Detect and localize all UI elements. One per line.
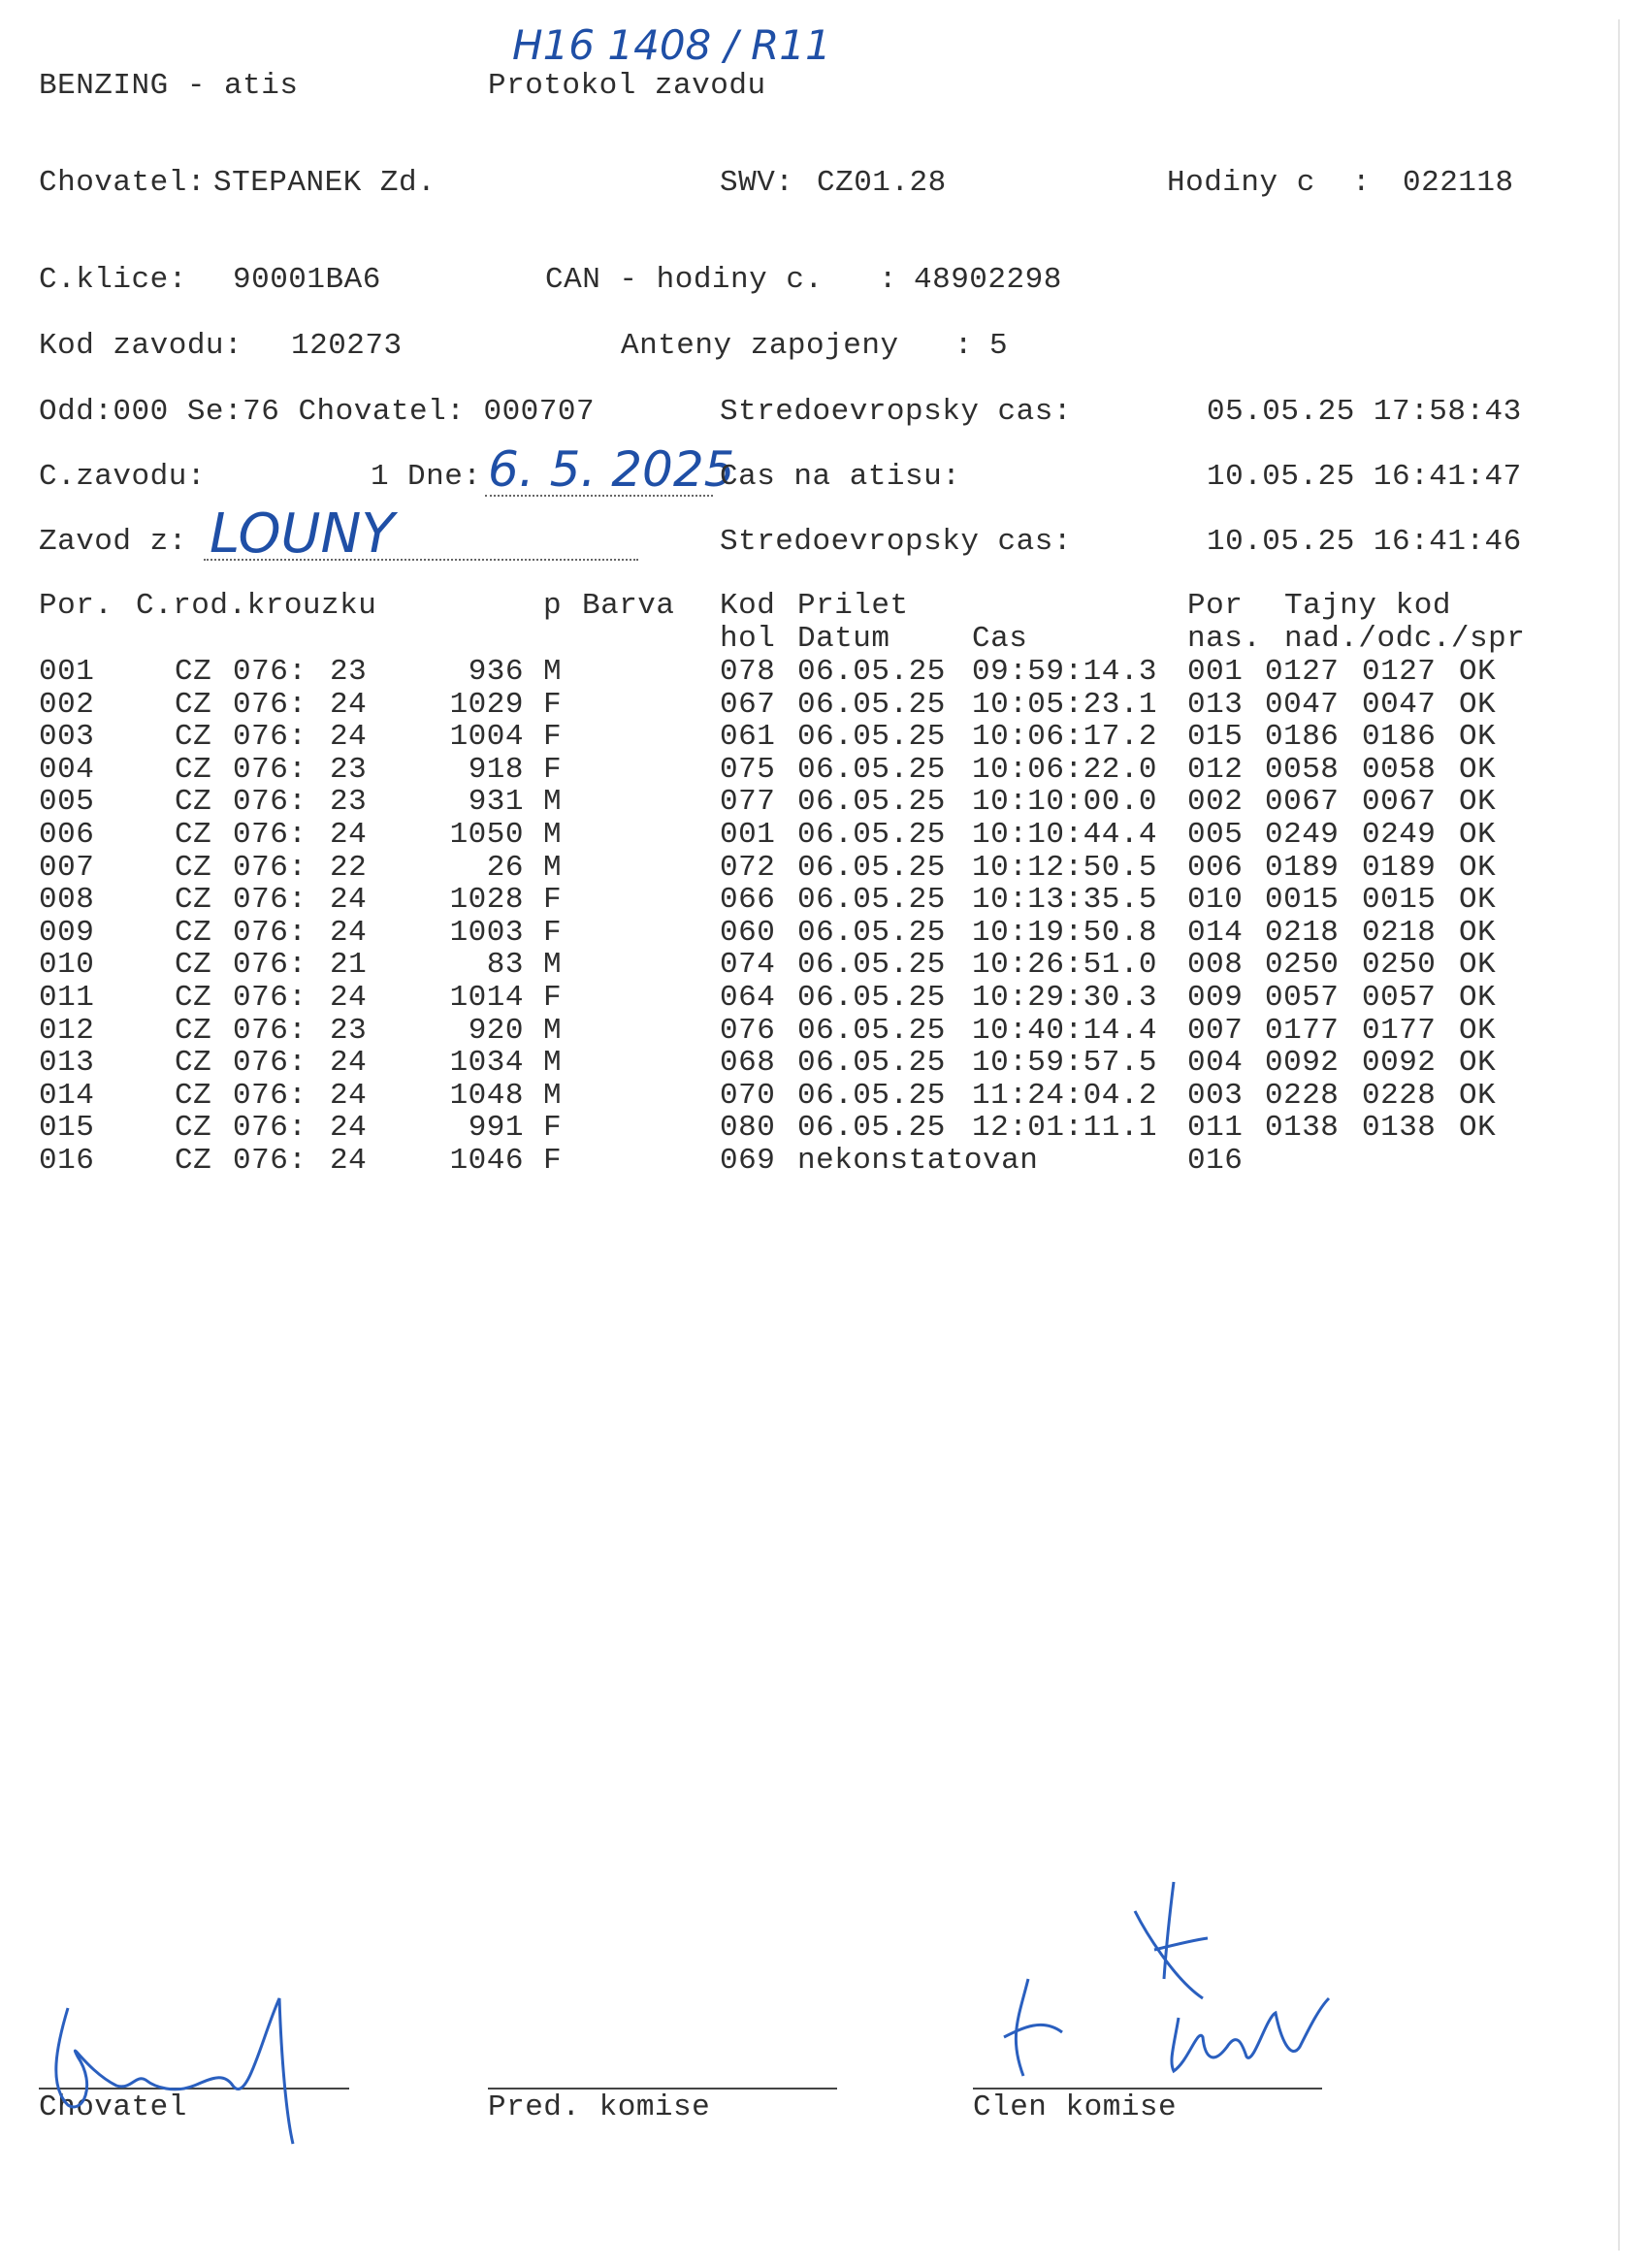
cell-country: CZ: [175, 720, 212, 755]
cell-order: 006: [1187, 850, 1244, 885]
cell-secret-code-1: 0047: [1265, 687, 1340, 722]
cell-code: 077: [720, 785, 776, 820]
member-signature: [999, 1872, 1348, 2095]
cell-order: 007: [1187, 1013, 1244, 1048]
cell-status: OK: [1459, 752, 1497, 787]
cell-country: CZ: [175, 948, 212, 983]
cell-secret-code-2: 0015: [1362, 883, 1437, 918]
cell-time: 10:10:44.4: [972, 817, 1158, 852]
cell-secret-code-1: 0186: [1265, 720, 1340, 755]
cell-order: 012: [1187, 752, 1244, 787]
cell-ring: 1050: [449, 817, 524, 852]
cell-org: 076:: [233, 1046, 307, 1081]
cell-position: 001: [39, 655, 95, 689]
system-name: BENZING - atis: [39, 69, 299, 103]
breeder-signature: [39, 1979, 310, 2154]
cell-country: CZ: [175, 1013, 212, 1048]
cell-sex: F: [543, 1143, 563, 1178]
cell-status: OK: [1459, 1046, 1497, 1081]
results-table: [0, 656, 1649, 1178]
cell-secret-code-1: 0228: [1265, 1078, 1340, 1113]
cell-status: OK: [1459, 1078, 1497, 1113]
cell-time: 10:10:00.0: [972, 785, 1158, 820]
document-title: Protokol zavodu: [488, 69, 766, 103]
cell-org: 076:: [233, 1111, 307, 1146]
cell-ring: 1003: [449, 915, 524, 950]
table-row: [0, 1015, 1649, 1048]
cell-sex: M: [543, 817, 563, 852]
cell-time: 10:13:35.5: [972, 883, 1158, 918]
col-date: Datum: [797, 622, 890, 656]
cell-org: 076:: [233, 948, 307, 983]
cell-date: 06.05.25: [797, 785, 946, 820]
cell-code: 070: [720, 1078, 776, 1113]
table-row: [0, 656, 1649, 689]
table-row: [0, 819, 1649, 852]
cell-order: 005: [1187, 817, 1244, 852]
table-row: [0, 1047, 1649, 1080]
cell-code: 060: [720, 915, 776, 950]
col-code-2: hol: [720, 622, 776, 656]
cell-order: 004: [1187, 1046, 1244, 1081]
cell-secret-code-2: 0177: [1362, 1013, 1437, 1048]
cell-position: 011: [39, 980, 95, 1015]
cell-org: 076:: [233, 785, 307, 820]
cell-country: CZ: [175, 980, 212, 1015]
cell-year: 24: [330, 1111, 368, 1146]
cell-date: 06.05.25: [797, 915, 946, 950]
cell-country: CZ: [175, 817, 212, 852]
cell-position: 007: [39, 850, 95, 885]
cell-secret-code-2: 0047: [1362, 687, 1437, 722]
cell-org: 076:: [233, 817, 307, 852]
col-order: Por: [1187, 589, 1244, 623]
cell-year: 24: [330, 1143, 368, 1178]
cell-secret-code-2: 0250: [1362, 948, 1437, 983]
cell-sex: M: [543, 1078, 563, 1113]
cell-ring: 1004: [449, 720, 524, 755]
cell-code: 080: [720, 1111, 776, 1146]
cell-secret-code-1: 0127: [1265, 655, 1340, 689]
cell-status: OK: [1459, 915, 1497, 950]
cell-date: 06.05.25: [797, 1013, 946, 1048]
cell-secret-code-2: 0218: [1362, 915, 1437, 950]
handwritten-reference: H16 1408 / R11: [512, 21, 831, 69]
cell-sex: F: [543, 687, 563, 722]
col-color: Barva: [582, 589, 675, 623]
cell-order: 008: [1187, 948, 1244, 983]
cell-secret-code-1: 0138: [1265, 1111, 1340, 1146]
handwritten-date: 6. 5. 2025: [488, 441, 735, 498]
cell-country: CZ: [175, 1143, 212, 1178]
cell-time: 10:40:14.4: [972, 1013, 1158, 1048]
col-secret-code: Tajny kod: [1284, 589, 1451, 623]
cell-position: 015: [39, 1111, 95, 1146]
cell-year: 24: [330, 980, 368, 1015]
cell-position: 009: [39, 915, 95, 950]
cell-ring: 936: [468, 655, 524, 689]
cell-status: OK: [1459, 980, 1497, 1015]
table-row: [0, 721, 1649, 754]
cell-time: 10:06:22.0: [972, 752, 1158, 787]
time-value-2: 10.05.25 16:41:47: [1207, 460, 1522, 494]
swv-label: SWV:: [720, 166, 794, 200]
date-label: Dne:: [407, 460, 482, 494]
cell-country: CZ: [175, 1078, 212, 1113]
cell-sex: M: [543, 850, 563, 885]
cell-secret-code-2: 0138: [1362, 1111, 1437, 1146]
cell-year: 24: [330, 687, 368, 722]
race-from-label: Zavod z:: [39, 525, 187, 559]
table-row: [0, 884, 1649, 917]
table-row: [0, 917, 1649, 950]
cell-sex: M: [543, 785, 563, 820]
cell-secret-code-1: 0058: [1265, 752, 1340, 787]
table-row: [0, 852, 1649, 885]
col-codes: nad./odc./spr: [1284, 622, 1526, 656]
signature-line-chairman: [488, 2088, 837, 2090]
cell-ring: 1029: [449, 687, 524, 722]
signature-label-breeder: Chovatel: [39, 2090, 187, 2124]
cell-sex: F: [543, 883, 563, 918]
cell-ring: 920: [468, 1013, 524, 1048]
col-sex: p: [543, 589, 563, 623]
cell-code: 061: [720, 720, 776, 755]
cell-org: 076:: [233, 1143, 307, 1178]
cell-country: CZ: [175, 883, 212, 918]
clock-label: Hodiny c :: [1167, 166, 1372, 200]
cell-date: 06.05.25: [797, 720, 946, 755]
cell-date: 06.05.25: [797, 980, 946, 1015]
cell-status: OK: [1459, 687, 1497, 722]
cell-code: 069: [720, 1143, 776, 1178]
cell-status: OK: [1459, 850, 1497, 885]
cell-org: 076:: [233, 720, 307, 755]
cell-year: 24: [330, 817, 368, 852]
cell-position: 002: [39, 687, 95, 722]
cell-sex: M: [543, 1013, 563, 1048]
cell-code: 067: [720, 687, 776, 722]
cell-code: 001: [720, 817, 776, 852]
cell-code: 064: [720, 980, 776, 1015]
cell-code: 075: [720, 752, 776, 787]
handwritten-race-from: LOUNY: [210, 502, 395, 566]
cell-position: 004: [39, 752, 95, 787]
cell-ring: 931: [468, 785, 524, 820]
breeder-name: STEPANEK Zd.: [213, 166, 436, 200]
table-row: [0, 754, 1649, 787]
cell-status: OK: [1459, 817, 1497, 852]
cell-sex: F: [543, 1111, 563, 1146]
col-code: Kod: [720, 589, 776, 623]
cell-date: 06.05.25: [797, 850, 946, 885]
cell-year: 24: [330, 915, 368, 950]
cell-position: 003: [39, 720, 95, 755]
cell-secret-code-1: 0015: [1265, 883, 1340, 918]
cell-country: CZ: [175, 1046, 212, 1081]
cell-secret-code-1: 0092: [1265, 1046, 1340, 1081]
col-position: Por.: [39, 589, 113, 623]
cell-sex: F: [543, 720, 563, 755]
col-ring: C.rod.krouzku: [136, 589, 377, 623]
cell-date: 06.05.25: [797, 752, 946, 787]
cell-order: 016: [1187, 1143, 1244, 1178]
col-arrival: Prilet: [797, 589, 909, 623]
cell-ring: 1046: [449, 1143, 524, 1178]
cell-status: OK: [1459, 720, 1497, 755]
cell-order: 009: [1187, 980, 1244, 1015]
cell-status: OK: [1459, 785, 1497, 820]
race-code-label: Kod zavodu:: [39, 329, 243, 363]
cell-secret-code-2: 0186: [1362, 720, 1437, 755]
cell-ring: 991: [468, 1111, 524, 1146]
cell-code: 074: [720, 948, 776, 983]
cell-time: 10:59:57.5: [972, 1046, 1158, 1081]
cell-code: 072: [720, 850, 776, 885]
cell-position: 008: [39, 883, 95, 918]
cell-country: CZ: [175, 850, 212, 885]
cell-secret-code-2: 0058: [1362, 752, 1437, 787]
col-time: Cas: [972, 622, 1028, 656]
cell-position: 012: [39, 1013, 95, 1048]
cell-country: CZ: [175, 785, 212, 820]
swv-value: CZ01.28: [817, 166, 947, 200]
cell-code: 076: [720, 1013, 776, 1048]
cell-country: CZ: [175, 915, 212, 950]
cell-org: 076:: [233, 915, 307, 950]
cell-position: 014: [39, 1078, 95, 1113]
cell-sex: F: [543, 980, 563, 1015]
cell-time: 11:24:04.2: [972, 1078, 1158, 1113]
cell-date: 06.05.25: [797, 655, 946, 689]
cell-org: 076:: [233, 1013, 307, 1048]
cell-ring: 1034: [449, 1046, 524, 1081]
cell-date: 06.05.25: [797, 883, 946, 918]
cell-country: CZ: [175, 687, 212, 722]
cell-secret-code-1: 0250: [1265, 948, 1340, 983]
cell-ring: 1048: [449, 1078, 524, 1113]
cell-org: 076:: [233, 850, 307, 885]
signature-label-member: Clen komise: [973, 2090, 1178, 2124]
time-label-2: Cas na atisu:: [720, 460, 961, 494]
cell-year: 23: [330, 1013, 368, 1048]
cell-sex: M: [543, 1046, 563, 1081]
time-value-3: 10.05.25 16:41:46: [1207, 525, 1522, 559]
cell-date: nekonstatovan: [797, 1143, 1039, 1178]
cell-time: 10:06:17.2: [972, 720, 1158, 755]
cell-ring: 1028: [449, 883, 524, 918]
cell-date: 06.05.25: [797, 1111, 946, 1146]
cell-year: 22: [330, 850, 368, 885]
cell-time: 10:29:30.3: [972, 980, 1158, 1015]
cell-org: 076:: [233, 752, 307, 787]
cell-time: 10:26:51.0: [972, 948, 1158, 983]
cell-country: CZ: [175, 655, 212, 689]
cell-org: 076:: [233, 687, 307, 722]
cell-year: 21: [330, 948, 368, 983]
cell-secret-code-1: 0057: [1265, 980, 1340, 1015]
cell-ring: 918: [468, 752, 524, 787]
clock-value: 022118: [1403, 166, 1514, 200]
cell-time: 09:59:14.3: [972, 655, 1158, 689]
cell-year: 24: [330, 1078, 368, 1113]
cell-secret-code-1: 0177: [1265, 1013, 1340, 1048]
cell-date: 06.05.25: [797, 948, 946, 983]
cell-org: 076:: [233, 655, 307, 689]
cell-year: 24: [330, 883, 368, 918]
cell-code: 068: [720, 1046, 776, 1081]
key-label: C.klice:: [39, 263, 187, 297]
time-label-3: Stredoevropsky cas:: [720, 525, 1072, 559]
cell-secret-code-2: 0189: [1362, 850, 1437, 885]
cell-year: 23: [330, 655, 368, 689]
cell-secret-code-2: 0127: [1362, 655, 1437, 689]
cell-sex: M: [543, 948, 563, 983]
cell-secret-code-2: 0092: [1362, 1046, 1437, 1081]
race-code-value: 120273: [291, 329, 403, 363]
cell-status: OK: [1459, 655, 1497, 689]
time-value-1: 05.05.25 17:58:43: [1207, 395, 1522, 429]
cell-org: 076:: [233, 980, 307, 1015]
cell-year: 24: [330, 1046, 368, 1081]
cell-status: OK: [1459, 948, 1497, 983]
race-number-value: 1: [371, 460, 390, 494]
cell-org: 076:: [233, 1078, 307, 1113]
cell-date: 06.05.25: [797, 817, 946, 852]
cell-order: 015: [1187, 720, 1244, 755]
cell-order: 001: [1187, 655, 1244, 689]
cell-sex: F: [543, 915, 563, 950]
cell-order: 011: [1187, 1111, 1244, 1146]
cell-order: 002: [1187, 785, 1244, 820]
cell-country: CZ: [175, 1111, 212, 1146]
table-row: [0, 949, 1649, 982]
cell-position: 016: [39, 1143, 95, 1178]
can-label: CAN - hodiny c. :: [545, 263, 897, 297]
section-line: Odd:000 Se:76 Chovatel: 000707: [39, 395, 596, 429]
cell-secret-code-2: 0249: [1362, 817, 1437, 852]
cell-date: 06.05.25: [797, 687, 946, 722]
cell-status: OK: [1459, 1013, 1497, 1048]
cell-secret-code-1: 0189: [1265, 850, 1340, 885]
cell-secret-code-1: 0218: [1265, 915, 1340, 950]
table-row: [0, 1112, 1649, 1145]
cell-time: 12:01:11.1: [972, 1111, 1158, 1146]
col-order-2: nas.: [1187, 622, 1262, 656]
antennas-label: Anteny zapojeny :: [621, 329, 973, 363]
cell-position: 013: [39, 1046, 95, 1081]
cell-position: 006: [39, 817, 95, 852]
cell-order: 014: [1187, 915, 1244, 950]
breeder-label: Chovatel:: [39, 166, 206, 200]
cell-order: 013: [1187, 687, 1244, 722]
can-value: 48902298: [914, 263, 1062, 297]
cell-year: 23: [330, 752, 368, 787]
cell-order: 003: [1187, 1078, 1244, 1113]
cell-sex: F: [543, 752, 563, 787]
cell-org: 076:: [233, 883, 307, 918]
cell-position: 005: [39, 785, 95, 820]
signature-label-chairman: Pred. komise: [488, 2090, 711, 2124]
cell-code: 078: [720, 655, 776, 689]
table-row: [0, 689, 1649, 722]
race-number-label: C.zavodu:: [39, 460, 206, 494]
cell-date: 06.05.25: [797, 1078, 946, 1113]
cell-ring: 1014: [449, 980, 524, 1015]
cell-code: 066: [720, 883, 776, 918]
cell-time: 10:12:50.5: [972, 850, 1158, 885]
cell-secret-code-2: 0228: [1362, 1078, 1437, 1113]
table-row: [0, 786, 1649, 819]
key-value: 90001BA6: [233, 263, 381, 297]
table-row: [0, 982, 1649, 1015]
table-row: [0, 1145, 1649, 1178]
cell-secret-code-1: 0249: [1265, 817, 1340, 852]
cell-ring: 83: [486, 948, 524, 983]
antennas-value: 5: [989, 329, 1009, 363]
cell-sex: M: [543, 655, 563, 689]
cell-secret-code-2: 0057: [1362, 980, 1437, 1015]
cell-time: 10:05:23.1: [972, 687, 1158, 722]
table-row: [0, 1080, 1649, 1113]
cell-year: 23: [330, 785, 368, 820]
cell-secret-code-2: 0067: [1362, 785, 1437, 820]
cell-secret-code-1: 0067: [1265, 785, 1340, 820]
cell-position: 010: [39, 948, 95, 983]
cell-order: 010: [1187, 883, 1244, 918]
cell-date: 06.05.25: [797, 1046, 946, 1081]
cell-country: CZ: [175, 752, 212, 787]
cell-ring: 26: [486, 850, 524, 885]
cell-time: 10:19:50.8: [972, 915, 1158, 950]
cell-status: OK: [1459, 1111, 1497, 1146]
cell-year: 24: [330, 720, 368, 755]
cell-status: OK: [1459, 883, 1497, 918]
time-label-1: Stredoevropsky cas:: [720, 395, 1072, 429]
